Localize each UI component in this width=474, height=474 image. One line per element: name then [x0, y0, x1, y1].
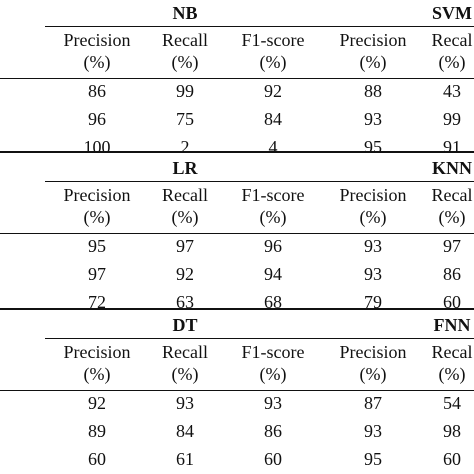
column-header: Precision [63, 185, 131, 205]
table-cell: 93 [364, 264, 382, 284]
table-cell: 84 [264, 109, 282, 129]
column-header: F1-score [241, 185, 305, 205]
table-cell: 68 [264, 292, 282, 312]
table-cell: 99 [443, 109, 461, 129]
column-header: F1-score [241, 30, 305, 50]
column-unit: (%) [83, 364, 111, 384]
table-cell: 97 [176, 236, 194, 256]
block-divider [0, 308, 474, 310]
column-header: Recall [162, 30, 208, 50]
block-divider [0, 151, 474, 153]
column-unit: (%) [359, 207, 387, 227]
column-unit: (%) [359, 52, 387, 72]
model-name: NB [172, 3, 198, 23]
table-cell: 60 [443, 292, 461, 312]
column-header: Precision [63, 30, 131, 50]
model-name: KNN [432, 158, 472, 178]
header-underline [0, 390, 474, 391]
column-unit: (%) [359, 364, 387, 384]
table-cell: 92 [88, 393, 106, 413]
column-unit: (%) [83, 207, 111, 227]
table-cell: 92 [176, 264, 194, 284]
table-cell: 72 [88, 292, 106, 312]
table-cell: 93 [264, 393, 282, 413]
model-name: LR [172, 158, 198, 178]
column-header: Precision [339, 185, 407, 205]
column-unit: (%) [171, 52, 199, 72]
column-header: Precision [339, 30, 407, 50]
table-cell: 86 [443, 264, 461, 284]
table-cell: 54 [443, 393, 461, 413]
table-cell: 60 [88, 449, 106, 469]
header-underline [0, 233, 474, 234]
table-cell: 97 [443, 236, 461, 256]
table-cell: 60 [443, 449, 461, 469]
column-header: Precision [63, 342, 131, 362]
table-cell: 86 [88, 81, 106, 101]
column-unit: (%) [259, 207, 287, 227]
column-unit: (%) [438, 52, 466, 72]
model-underline [45, 181, 474, 182]
column-header: Recal [431, 185, 473, 205]
table-cell: 43 [443, 81, 461, 101]
column-header: Recall [162, 185, 208, 205]
model-name: FNN [433, 315, 471, 335]
table-cell: 96 [88, 109, 106, 129]
table-cell: 93 [364, 421, 382, 441]
table-cell: 97 [88, 264, 106, 284]
table-cell: 95 [88, 236, 106, 256]
model-underline [45, 338, 474, 339]
column-unit: (%) [259, 364, 287, 384]
table-cell: 99 [176, 81, 194, 101]
table-cell: 2 [180, 137, 190, 157]
table-cell: 93 [176, 393, 194, 413]
table-cell: 79 [364, 292, 382, 312]
table-cell: 95 [364, 449, 382, 469]
model-underline [45, 26, 474, 27]
table-cell: 93 [364, 109, 382, 129]
table-cell: 100 [83, 137, 111, 157]
column-unit: (%) [259, 52, 287, 72]
table-cell: 75 [176, 109, 194, 129]
header-underline [0, 78, 474, 79]
table-cell: 84 [176, 421, 194, 441]
table-cell: 63 [176, 292, 194, 312]
table-cell: 86 [264, 421, 282, 441]
column-header: Precision [339, 342, 407, 362]
table-cell: 95 [364, 137, 382, 157]
column-unit: (%) [83, 52, 111, 72]
column-unit: (%) [171, 207, 199, 227]
column-header: Recall [162, 342, 208, 362]
table-cell: 98 [443, 421, 461, 441]
column-unit: (%) [438, 364, 466, 384]
table-cell: 60 [264, 449, 282, 469]
table-cell: 87 [364, 393, 382, 413]
table-cell: 96 [264, 236, 282, 256]
column-unit: (%) [438, 207, 466, 227]
column-unit: (%) [171, 364, 199, 384]
table-cell: 89 [88, 421, 106, 441]
column-header: Recal [431, 342, 473, 362]
table-cell: 4 [268, 137, 278, 157]
column-header: Recal [431, 30, 473, 50]
model-name: DT [172, 315, 198, 335]
table-cell: 93 [364, 236, 382, 256]
table-cell: 88 [364, 81, 382, 101]
table-cell: 91 [443, 137, 461, 157]
model-name: SVM [432, 3, 472, 23]
column-header: F1-score [241, 342, 305, 362]
table-cell: 61 [176, 449, 194, 469]
table-cell: 92 [264, 81, 282, 101]
table-cell: 94 [264, 264, 282, 284]
